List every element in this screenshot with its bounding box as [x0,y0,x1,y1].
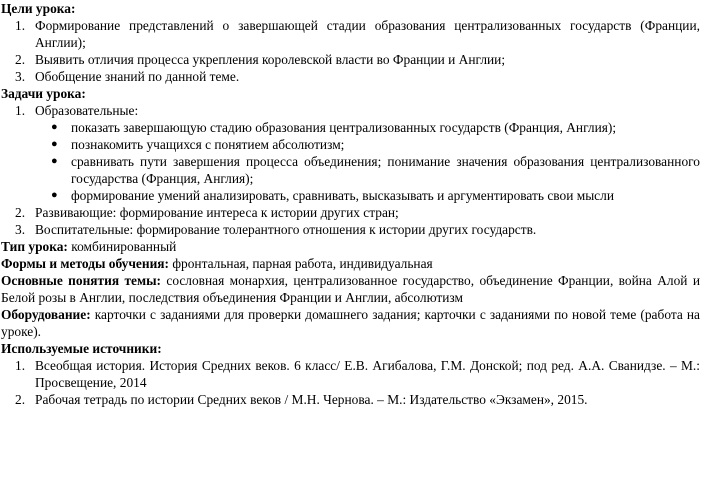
bullet-icon: ● [51,155,58,167]
list-item: 1. Формирование представлений о завершающей стадии образования централизованных государств (Франции, Англии); [15,18,700,50]
list-item: 1. Всеобщая история. История Средних веков. 6 класс/ Е.В. Агибалова, Г.М. Донской; под ред. А.А. Сванидзе. – М.: Просвещение, 2014 [15,358,700,390]
list-item: 1. Образовательные: ● показать завершающую стадию образования централизованных государств (Франция, Англия); ● познакомить учащихся с понятием абсолютизм; ● сравнивать пути завершения процесса объединения; понимание значения образования централизованного государства (Франция, Англия); ● формирование умений анализировать, сравнивать, высказывать и аргументировать свои мысли [1,102,700,204]
sources-list [1,357,700,408]
forms-methods: Формы и методы обучения: фронтальная, парная работа, индивидуальная [1,256,433,271]
list-item: 2. Выявить отличия процесса укрепления королевской власти во Франции и Англии; [15,52,506,67]
educational-bullets [1,119,700,204]
bullet-icon: ● [51,121,58,133]
tasks-list [1,102,700,238]
bullet-icon: ● [51,189,58,201]
tasks-heading: Задачи урока: [1,86,86,101]
list-item: 2. Развивающие: формирование интереса к истории других стран; [15,205,399,220]
bullet-item: ● формирование умений анализировать, сравнивать, высказывать и аргументировать свои мысли [51,188,614,203]
bullet-icon: ● [51,138,58,150]
list-item: 3. Воспитательные: формирование толерантного отношения к истории других государств. [15,222,537,237]
list-item: 2. Рабочая тетрадь по истории Средних веков / М.Н. Чернова. – М.: Издательство «Экзамен», 2015. [15,392,588,407]
goals-heading: Цели урока: [1,1,76,16]
list-item: 3. Обобщение знаний по данной теме. [15,69,240,84]
bullet-item: ● познакомить учащихся с понятием абсолютизм; [51,137,345,152]
bullet-item: ● показать завершающую стадию образования централизованных государств (Франция, Англия); [51,120,617,135]
key-concepts: Основные понятия темы: сословная монархия, централизованное государство, объединение Франции, война Алой и Белой розы в Англии, последствия объединения Франции и Англии, абсолютизм [1,273,700,305]
equipment: Оборудование: карточки с заданиями для проверки домашнего задания; карточки с заданиями по новой теме (работа на уроке). [1,307,700,339]
bullet-item: ● сравнивать пути завершения процесса объединения; понимание значения образования централизованного государства (Франция, Англия); [51,154,700,186]
sources-heading: Используемые источники: [1,341,162,356]
goals-list [1,17,700,85]
lesson-type: Тип урока: комбинированный [1,239,177,254]
